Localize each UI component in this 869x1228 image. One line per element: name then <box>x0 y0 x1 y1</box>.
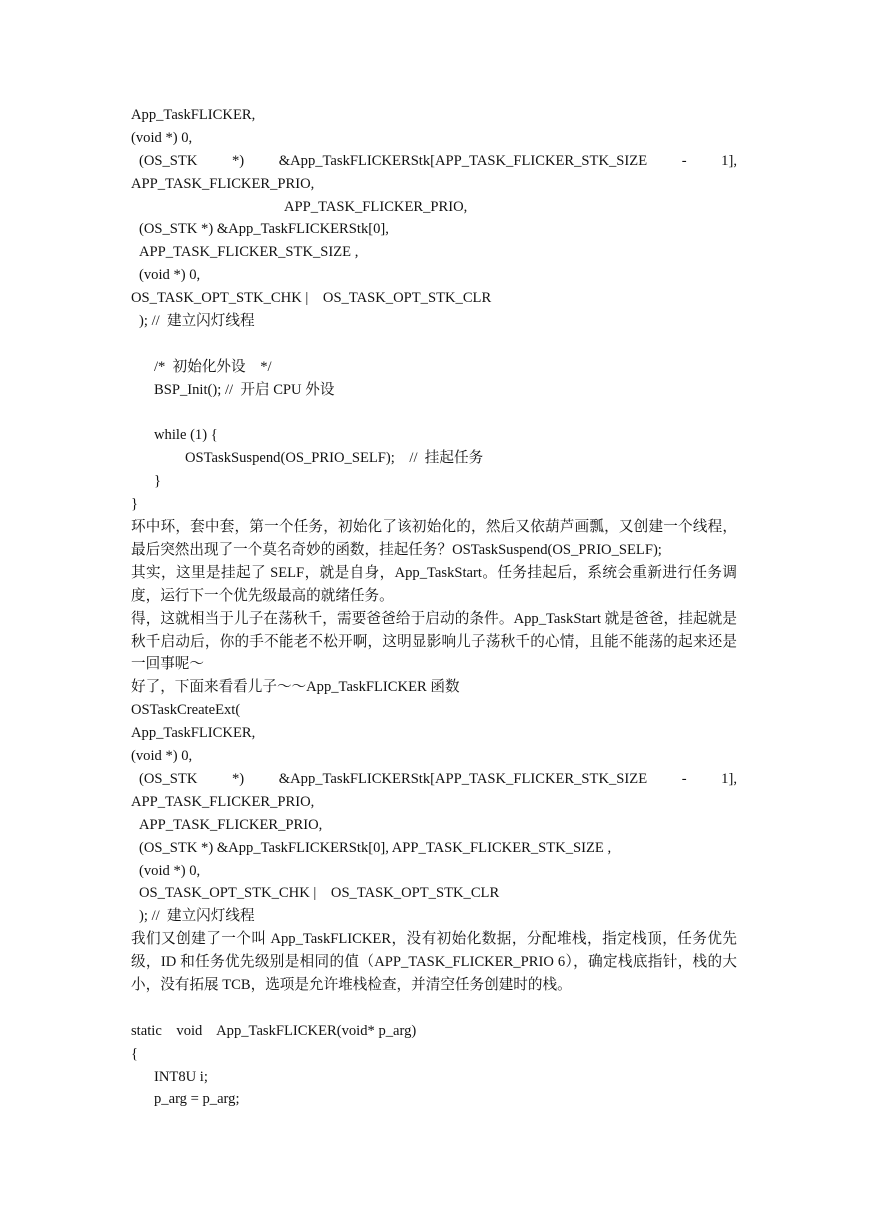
code-line: (void *) 0, <box>131 129 193 146</box>
code-line-justified <box>131 150 737 173</box>
document-page <box>131 104 737 1111</box>
code-line-justified <box>131 768 737 791</box>
paragraph: 其实，这里是挂起了 SELF，就是自身，App_TaskStart。任务挂起后，系统会重新进行任务调度，运行下一个优先级最高的就绪任务。 <box>131 564 737 604</box>
code-line: App_TaskFLICKER, <box>131 107 256 123</box>
code-line: (OS_STK *) &App_TaskFLICKERStk[0], <box>139 221 389 238</box>
code-line: } <box>131 496 139 513</box>
blank-line <box>131 402 737 425</box>
code-line: OS_TASK_OPT_STK_CHK | OS_TASK_OPT_STK_CLR <box>131 290 492 307</box>
code-line: /* 初始化外设 */ <box>154 358 272 375</box>
code-token: 1], <box>721 770 737 787</box>
code-line: (void *) 0, <box>131 748 193 765</box>
code-token: &App_TaskFLICKERStk[APP_TASK_FLICKER_STK_SIZE <box>278 770 648 787</box>
code-line: OSTaskSuspend(OS_PRIO_SELF); // 挂起任务 <box>185 450 484 467</box>
code-line: APP_TASK_FLICKER_PRIO, <box>139 816 323 833</box>
code-token: 1], <box>721 152 737 169</box>
code-line: ); // 建立闪灯线程 <box>139 908 255 925</box>
paragraph: 我们又创建了一个叫 App_TaskFLICKER，没有初始化数据，分配堆栈，指定栈顶，任务优先级，ID 和任务优先级别是相同的值（APP_TASK_FLICKER_PRIO 6），确定栈底指针，栈的大小，没有拓展 TCB，选项是允许堆栈检查，并清空任务创建时的栈。 <box>131 931 737 993</box>
code-line: (OS_STK *) &App_TaskFLICKERStk[0], APP_TASK_FLICKER_STK_SIZE , <box>139 839 612 856</box>
code-token: (OS_STK <box>139 770 198 787</box>
code-line: static void App_TaskFLICKER(void* p_arg) <box>131 1022 417 1039</box>
code-line: ); // 建立闪灯线程 <box>139 313 255 330</box>
blank-line <box>131 333 737 356</box>
code-line: BSP_Init(); // 开启 CPU 外设 <box>154 381 335 398</box>
code-line: OSTaskCreateExt( <box>131 702 241 719</box>
code-token: *) <box>231 770 245 787</box>
code-line: APP_TASK_FLICKER_PRIO, <box>131 793 315 810</box>
code-token: - <box>681 152 687 169</box>
code-line: { <box>131 1045 139 1062</box>
code-token: - <box>681 770 687 787</box>
code-line: (void *) 0, <box>139 862 201 879</box>
code-line: APP_TASK_FLICKER_PRIO, <box>131 175 315 192</box>
paragraph: 好了，下面来看看儿子～～App_TaskFLICKER 函数 <box>131 679 460 696</box>
blank-line <box>131 997 737 1020</box>
code-token: &App_TaskFLICKERStk[APP_TASK_FLICKER_STK_SIZE <box>278 152 648 169</box>
code-line: OS_TASK_OPT_STK_CHK | OS_TASK_OPT_STK_CLR <box>139 885 500 902</box>
code-line: INT8U i; <box>154 1068 208 1085</box>
paragraph: 得，这就相当于儿子在荡秋千，需要爸爸给于启动的条件。App_TaskStart 就是爸爸，挂起就是秋千启动后，你的手不能老不松开啊，这明显影响儿子荡秋千的心情，且能不能荡的起来还是一回事呢～ <box>131 610 737 673</box>
code-token: (OS_STK <box>139 152 198 169</box>
code-token: *) <box>231 152 245 169</box>
code-line: p_arg = p_arg; <box>154 1091 240 1108</box>
code-line: } <box>154 473 162 490</box>
paragraph: 环中环，套中套，第一个任务，初始化了该初始化的，然后又依葫芦画瓢，又创建一个线程，最后突然出现了一个莫名奇妙的函数，挂起任务？OSTaskSuspend(OS_PRIO_SELF); <box>131 519 737 558</box>
code-line: while (1) { <box>154 427 218 444</box>
code-line: App_TaskFLICKER, <box>131 725 256 742</box>
code-line: APP_TASK_FLICKER_PRIO, <box>284 198 468 215</box>
code-line: (void *) 0, <box>139 267 201 284</box>
code-line: APP_TASK_FLICKER_STK_SIZE , <box>139 244 359 261</box>
